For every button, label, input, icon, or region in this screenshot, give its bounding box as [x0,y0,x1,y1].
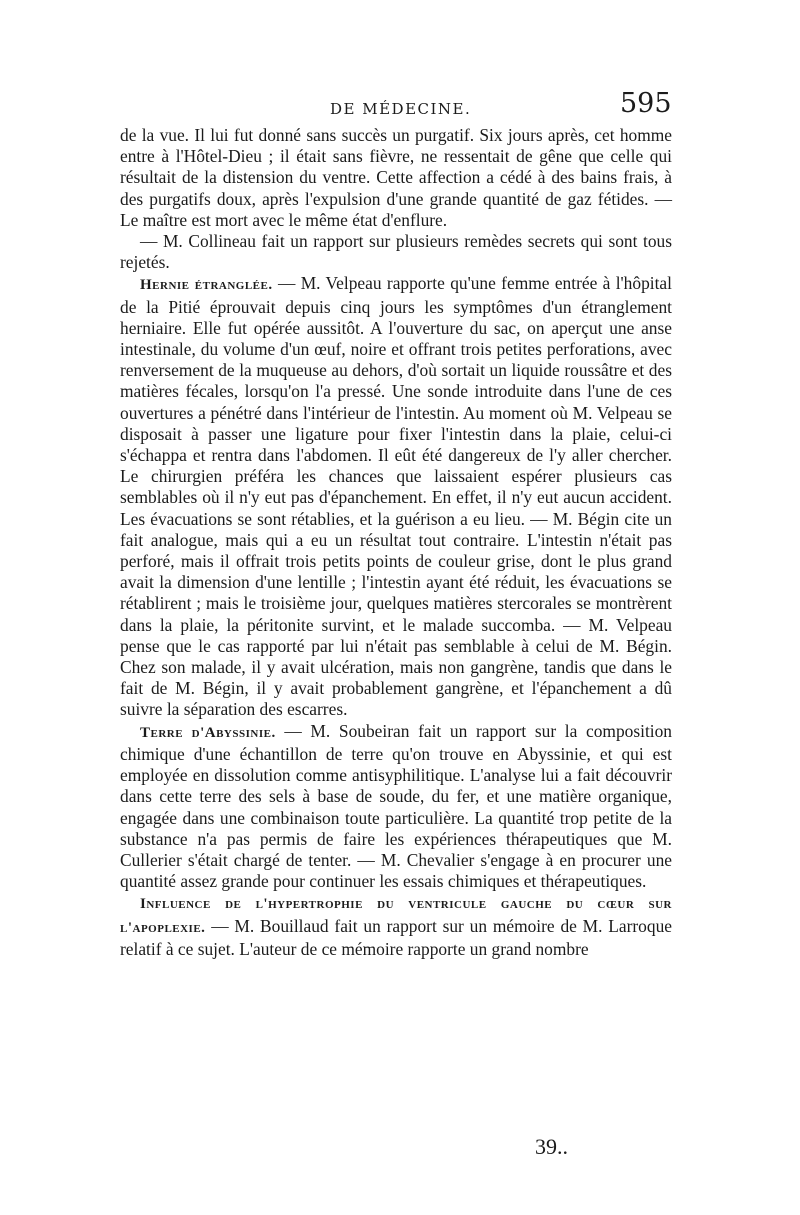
section-lead: Terre d'Abyssinie. [140,724,276,741]
page-number: 595 [620,88,672,119]
paragraph-influence [120,892,672,960]
paragraph-collineau [120,231,672,273]
paragraph-text: — M. Collineau fait un rapport sur plusieurs remèdes secrets qui sont tous rejetés. [120,231,672,273]
paragraph-text: — M. Soubeiran fait un rapport sur la composition chimique d'une échantillon de terre qu'on trouve en Abyssinie, et qui est employée en dissolution comme antisyphilitique. L'analyse lui a fait découvrir dans cette terre des sels à base de soude, du fer, et une matière organique, engagée dans une combinaison toute particulière. La quantité trop petite de la substance n'a pas permis de faire les expériences thérapeutiques que M. Cullerier s'était chargé de tenter. — M. Chevalier s'engage à en procurer une quantité assez grande pour continuer les essais chimiques et thérapeutiques. [120,720,673,892]
paragraph-text: de la vue. Il lui fut donné sans succès un purgatif. Six jours après, cet homme entre à l'Hôtel-Dieu ; il était sans fièvre, ne ressentait de gêne que celle qui résultait de la distension du ventre. Cette affection a cédé à des bains frais, à des purgatifs doux, après l'expulsion d'une grande quantité de gaz fétides. — Le maître est mort avec le même état d'enflure. [120,125,672,230]
paragraph-continuation [120,125,672,231]
paragraph-text: — M. Velpeau rapporte qu'une femme entrée à l'hôpital de la Pitié éprouvait depuis cinq jours les symptômes d'un étranglement herniaire. Elle fut opérée aussitôt. A l'ouverture du sac, on aperçut une anse intestinale, du volume d'un œuf, noire et offrant trois petites perforations, avec renversement de la muqueuse au dehors, d'où sortait un liquide roussâtre et des matières fécales, lorsqu'on l'a pressé. Une sonde introduite dans l'une de ces ouvertures a pénétré dans l'intérieur de l'intestin. Au moment où M. Velpeau se disposait à passer une ligature pour fixer l'intestin dans la plaie, celui-ci s'échappa et rentra dans l'abdomen. Il eût été dangereux de l'y aller chercher. Le chirurgien préféra les chances que laissaient espérer plusieurs cas semblables où il n'y eut pas d'épanchement. En effet, il n'y eut aucun accident. Les évacuations se sont rétablies, et la guérison a eu lieu. — M. Bégin cite un fait analogue, mais qui a eu un résultat tout contraire. L'intestin n'était pas perforé, mais il offrait trois petits points de couleur grise, dont le plus grand avait la dimension d'une lentille ; l'intestin ayant été réduit, les évacuations se rétablirent ; mais le troisième jour, quelques matières stercorales se montrèrent dans la plaie, la péritonite survint, et le malade succomba. — M. Velpeau pense que le cas rapporté par lui n'était pas semblable à celui de M. Bégin. Chez son malade, il y avait ulcération, mais non gangrène, tandis que dans le fait de M. Bégin, il y avait probablement gangrène, et l'épanchement a dû suivre la séparation des escarres. [120,273,672,720]
running-head: DE MÉDECINE. [330,100,472,118]
page-header [0,86,800,126]
paragraph-terre [120,721,672,893]
signature-mark: 39.. [535,1134,568,1159]
paragraph-hernie [120,273,672,720]
paragraph-text: — M. Bouillaud fait un rapport sur un mémoire de M. Larroque relatif à ce sujet. L'auteur de ce mémoire rapporte un grand nombre [120,915,672,959]
section-lead: Hernie étranglée. [140,277,273,294]
section-lead: Influence de l'hypertrophie du ventricule gauche du cœur sur l'apoplexie. [120,896,672,936]
body-text [120,125,672,960]
